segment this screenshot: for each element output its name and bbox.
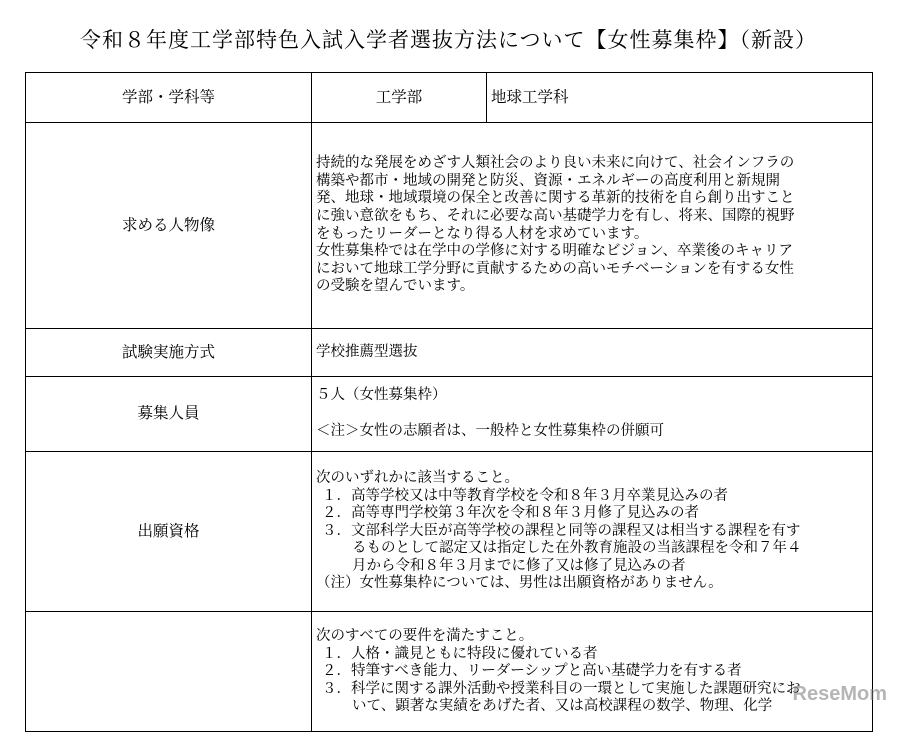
eligibility-note: （注）女性募集枠については、男性は出願資格がありません。 [316, 575, 723, 592]
requirements-text [312, 612, 873, 732]
profile-line: 女性募集枠では在学中の学修に対する明確なビジョン、卒業後のキャリア [316, 243, 794, 260]
capacity-note: ＜注＞女性の志願者は、一般枠と女性募集枠の併願可 [316, 423, 664, 439]
profile-text [312, 123, 873, 329]
eligibility-item: ３．文部科学大臣が高等学校の課程と同等の課程又は相当する課程を有す [322, 522, 801, 539]
table-row [26, 452, 873, 612]
profile-line: 構築や都市・地域の開発と防災、資源・エネルギーの高度利用と新規開 [316, 172, 780, 189]
eligibility-intro: 次のいずれかに該当すること。 [316, 469, 519, 486]
requirements-intro: 次のすべての要件を満たすこと。 [316, 628, 534, 644]
capacity-label: 募集人員 [26, 377, 312, 452]
faculty-value: 工学部 [312, 73, 487, 123]
method-label: 試験実施方式 [26, 329, 312, 377]
eligibility-item: ２．高等専門学校第３年次を令和８年３月修了見込みの者 [322, 505, 699, 522]
table-row [26, 329, 873, 377]
profile-line: において地球工学分野に貢献するための高いモチベーションを有する女性 [316, 260, 794, 277]
selection-table [25, 72, 873, 732]
requirements-item-cont: いて、顕著な実績をあげた者、又は高校課程の数学、物理、化学 [352, 698, 773, 715]
method-value: 学校推薦型選抜 [312, 329, 873, 377]
faculty-label: 学部・学科等 [26, 73, 312, 123]
eligibility-item-cont: るものとして認定又は指定した在外教育施設の当該課程を令和７年４ [352, 540, 802, 557]
requirements-label [26, 612, 312, 732]
requirements-item: ２．特筆すべき能力、リーダーシップと高い基礎学力を有する者 [322, 663, 742, 680]
table-row [26, 73, 873, 123]
eligibility-text [312, 452, 873, 612]
table-row [26, 377, 873, 452]
profile-label: 求める人物像 [26, 123, 312, 329]
requirements-item: １．人格・識見ともに特段に優れている者 [322, 645, 598, 662]
capacity-value: ５人（女性募集枠） [316, 387, 447, 404]
table-row [26, 612, 873, 732]
profile-line: の受験を望んでいます。 [316, 278, 475, 295]
eligibility-item-cont: 月から令和８年３月までに修了又は修了見込みの者 [352, 557, 686, 574]
profile-line: 発、地球・地域環境の保全と改善に関する革新的技術を自ら創り出すこと [316, 190, 795, 207]
profile-line: 持続的な発展をめざす人類社会のより良い未来に向けて、社会インフラの [316, 155, 795, 172]
table-row [26, 123, 873, 329]
department-value: 地球工学科 [487, 73, 873, 123]
profile-line: をもったリーダーとなり得る人材を求めています。 [316, 225, 649, 242]
requirements-item: ３．科学に関する課外活動や授業科目の一環として実施した課題研究にお [322, 680, 801, 697]
eligibility-label: 出願資格 [26, 452, 312, 612]
page-title: 令和８年度工学部特色入試入学者選抜方法について【女性募集枠】（新設） [79, 28, 818, 52]
profile-line: に強い意欲をもち、それに必要な高い基礎学力を有し、将来、国際的視野 [316, 207, 795, 224]
capacity-text [312, 377, 873, 452]
eligibility-item: １．高等学校又は中等教育学校を令和８年３月卒業見込みの者 [322, 487, 728, 504]
watermark-logo: ReseMom [792, 683, 887, 705]
